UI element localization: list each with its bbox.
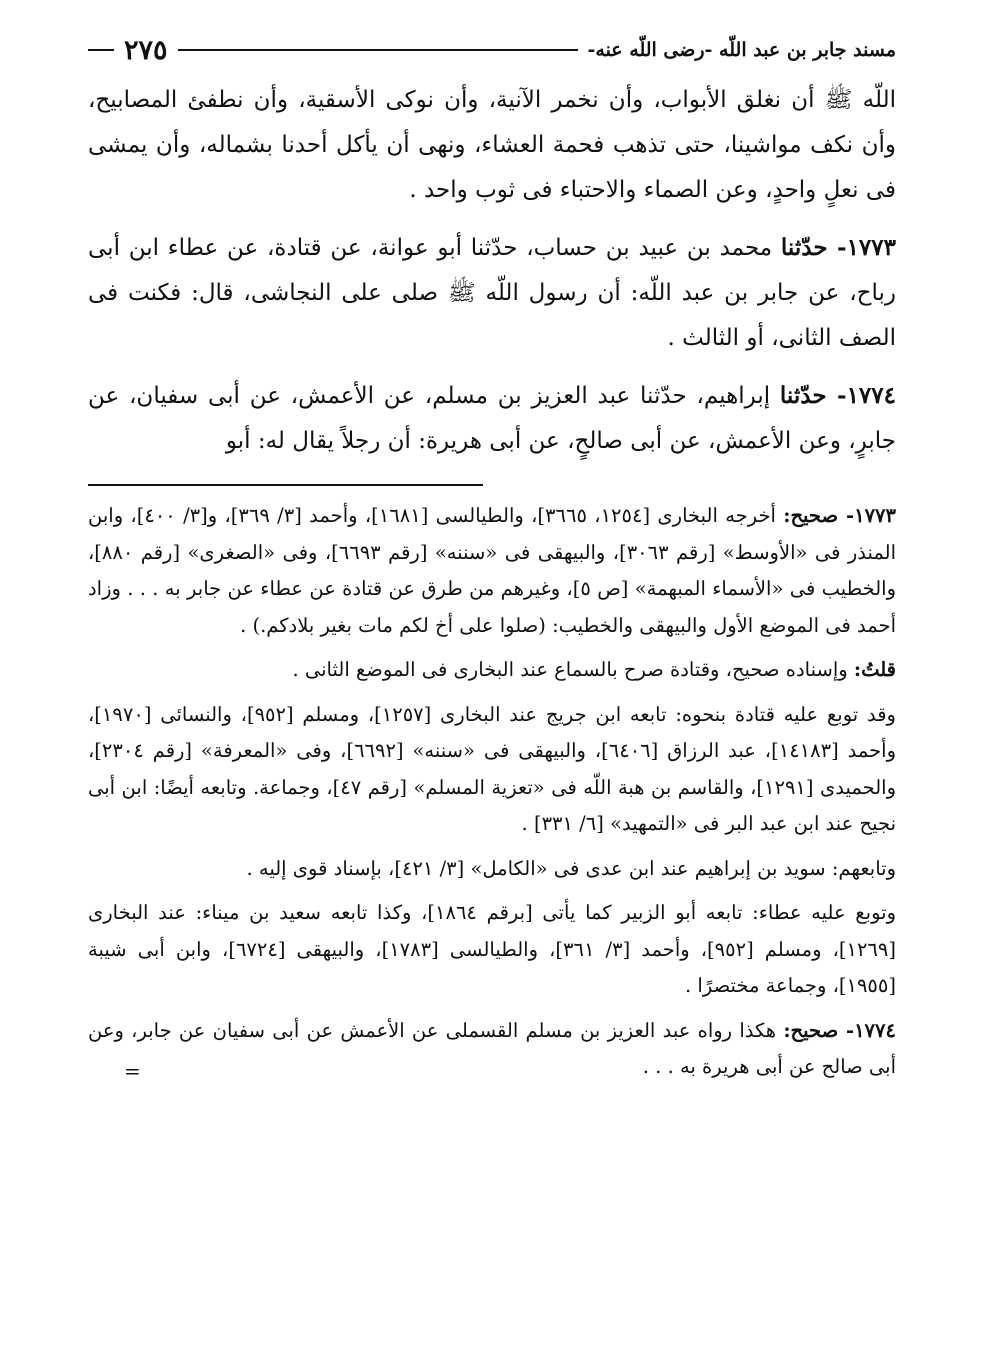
page-number: ٢٧٥ (124, 34, 168, 66)
main-text (88, 78, 896, 464)
footnote-label: ١٧٧٣- صحيح: (783, 504, 896, 527)
book-page (88, 28, 896, 1094)
header-rule (178, 49, 578, 51)
qultu-label: قلتُ: (853, 658, 896, 681)
hadith-text: محمد بن عبيد بن حساب، حدّثنا أبو عوانة، عن قتادة، عن عطاء ابن أبى رباح، عن جابر بن عبد اللّه: أن رسول اللّه ﷺ صلى على النجاشى، قال: فكنت فى الصف الثانى، أو الثالث . (88, 235, 896, 351)
hadith-text: إبراهيم، حدّثنا عبد العزيز بن مسلم، عن الأعمش، عن أبى سفيان، عن جابرٍ، وعن الأعمش، عن أبى صالحٍ، عن أبى هريرة: أن رجلاً يقال له: أبو (88, 383, 896, 454)
continuation-mark: = (124, 1059, 141, 1083)
hadith-1773 (88, 225, 896, 361)
footnote-text: هكذا رواه عبد العزيز بن مسلم القسملى عن الأعمش عن أبى سفيان عن جابر، وعن أبى صالح عن أبى هريرة به . . . (88, 1018, 896, 1078)
footnote-tabi-2: وتابعهم: سويد بن إبراهيم عند ابن عدى فى «الكامل» [٣/ ٤٢١]، بإسناد قوى إليه . (246, 856, 896, 880)
hadith-number-label: ١٧٧٤- حدّثنا (779, 382, 896, 409)
header-dash (88, 49, 114, 51)
hadith-1774 (88, 373, 896, 464)
footnote-tabi-1: وقد توبع عليه قتادة بنحوه: تابعه ابن جريج عند البخارى [١٢٥٧]، ومسلم [٩٥٢]، والنسائى [١٩٧٠]، وأحمد [١٤١٨٣]، عبد الرزاق [٦٤٠٦]، والبيهقى فى «سننه» [٦٦٩٢]، وفى «المعرفة» [رقم ٢٣٠٤]، والحميدى [١٢٩١]، والقاسم بن هبة اللّه فى «تعزية المسلم» [رقم ٤٧]، وجماعة. وتابعه أيضًا: ابن أبى نجيح عند ابن عبد البر فى «التمهيد» [٦/ ٣٣١] . (88, 702, 897, 835)
hadith-number-label: ١٧٧٣- حدّثنا (780, 234, 896, 261)
footnote-label: ١٧٧٤- صحيح: (783, 1018, 896, 1042)
footnote-1774 (88, 1013, 896, 1086)
footnote-tubi-3: وتوبع عليه عطاء: تابعه أبو الزبير كما يأتى [برقم ١٨٦٤]، وكذا تابعه سعيد بن ميناء: عند البخارى [١٢٦٩]، ومسلم [٩٥٢]، وأحمد [٣/ ٣٦١]، والطيالسى [١٧٨٣]، والبيهقى [٦٧٢٤]، وابن أبى شيبة [١٩٥٥]، وجماعة مختصرًا . (88, 901, 896, 997)
footnote-qultu (88, 652, 896, 689)
footnote-text: أخرجه البخارى [١٢٥٤، ٣٦٦٥]، والطيالسى [١٦٨١]، وأحمد [٣/ ٣٦٩]، و[٣/ ٤٠٠]، وابن المنذر فى «الأوسط» [رقم ٣٠٦٣]، والبيهقى فى «سننه» [رقم ٦٦٩٣]، وفى «الصغرى» [رقم ٨٨٠]، والخطيب فى «الأسماء المبهمة» [ص ٥]، وغيرهم من طرق عن قتادة عن عطاء عن جابر به . . . وزاد أحمد فى الموضع الأول والبيهقى والخطيب: (صلوا على أخ لكم مات بغير بلادكم.) . (88, 504, 897, 637)
page-header (88, 28, 896, 72)
running-title: مسند جابر بن عبد اللّه -رضى اللّه عنه- (587, 39, 896, 61)
hadith-continuation: اللّه ﷺ أن نغلق الأبواب، وأن نخمر الآنية، وأن نوكى الأسقية، وأن نطفئ المصابيح، وأن نكف مواشينا، حتى تذهب فحمة العشاء، ونهى أن يأكل أحدنا بشماله، وأن يمشى فى نعلٍ واحدٍ، وعن الصماء والاحتباء فى ثوب واحد . (88, 87, 896, 203)
qultu-text: وإسناده صحيح، وقتادة صرح بالسماع عند البخارى فى الموضع الثانى . (292, 658, 854, 681)
footnote-separator (88, 484, 483, 486)
footnotes (88, 498, 896, 1086)
footnote-1773 (88, 498, 896, 644)
